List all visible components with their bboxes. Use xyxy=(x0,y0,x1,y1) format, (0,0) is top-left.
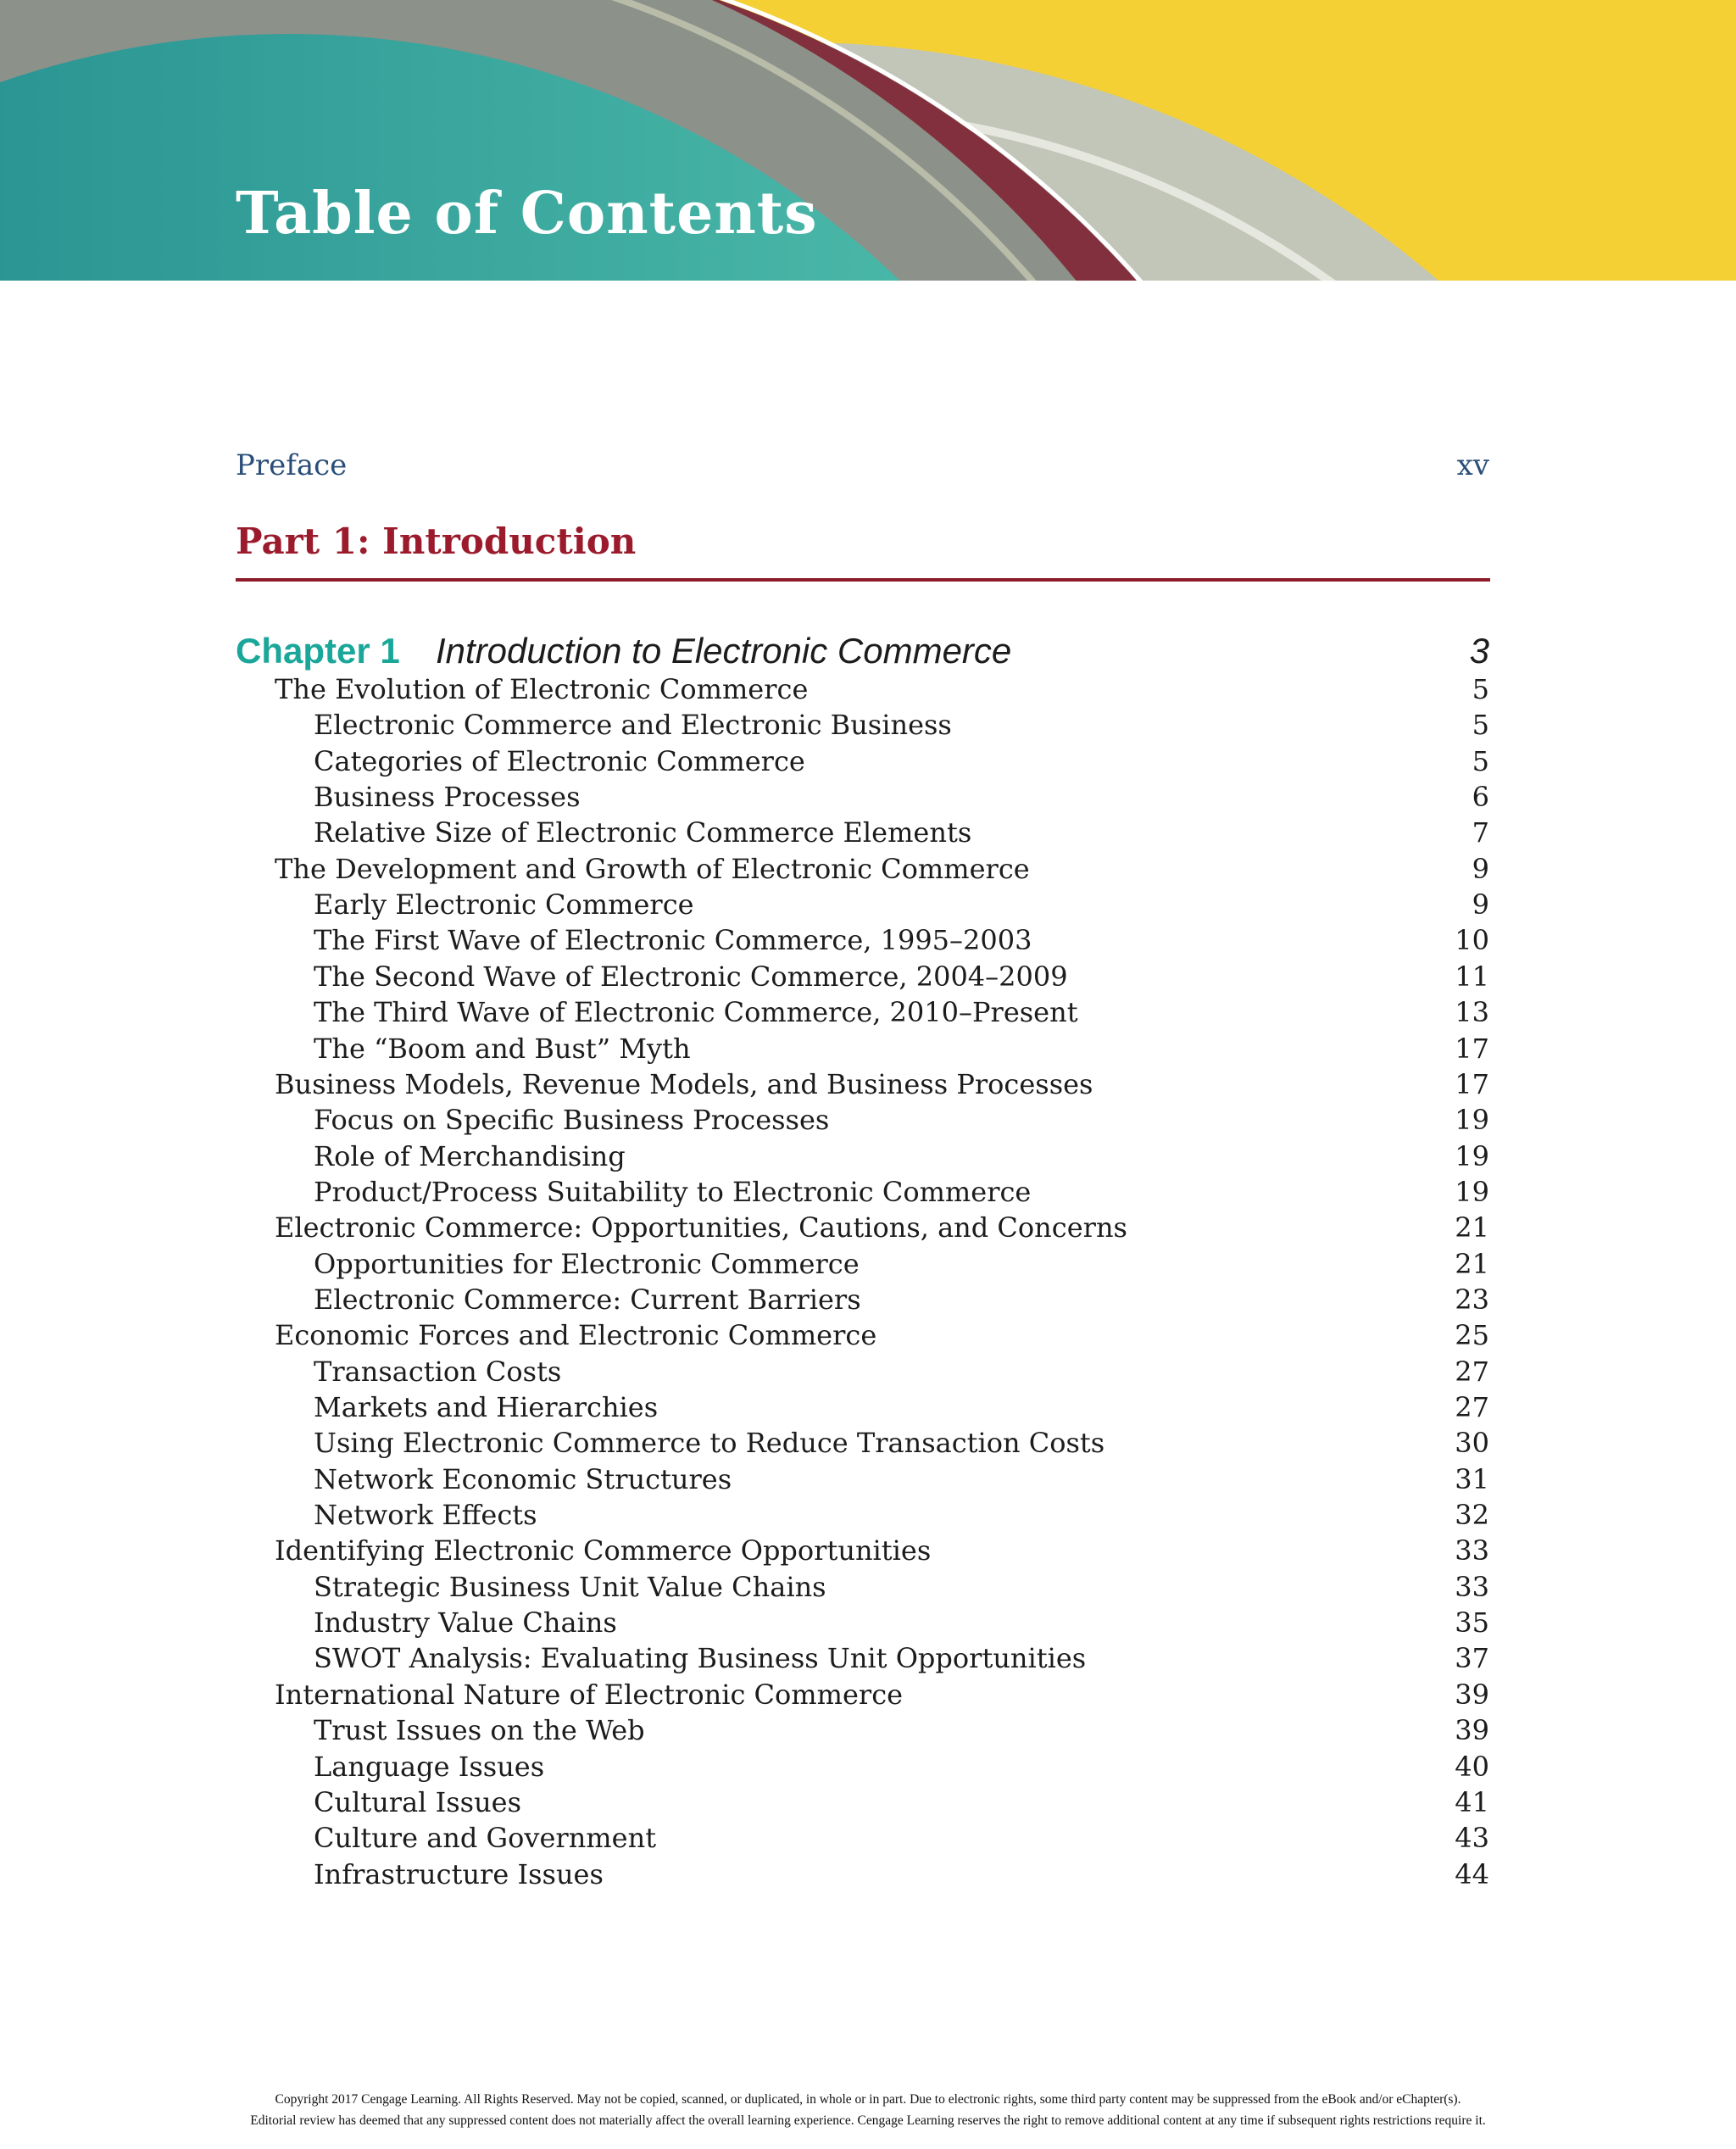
toc-entry-page-number: 19 xyxy=(1455,1175,1489,1208)
toc-subsection-row[interactable] xyxy=(0,1461,1736,1497)
header-banner xyxy=(0,0,1736,281)
toc-entry-page-number: 6 xyxy=(1472,781,1489,814)
toc-subsection-row[interactable] xyxy=(0,1784,1736,1820)
toc-entry-title: Using Electronic Commerce to Reduce Transaction Costs xyxy=(314,1427,1105,1460)
copyright-line-1: Copyright 2017 Cengage Learning. All Rights Reserved. May not be copied, scanned, or duplicated, in whole or in part. Due to electronic rights, some third party content may be suppressed from the eBook and/or eChapter(s). xyxy=(275,2092,1461,2107)
toc-entry-page-number: 9 xyxy=(1472,852,1489,885)
toc-entry-page-number: 43 xyxy=(1455,1822,1489,1855)
toc-entry-page-number: 17 xyxy=(1455,1032,1489,1065)
toc-entry-page-number: 37 xyxy=(1455,1642,1489,1675)
toc-entry-title: Categories of Electronic Commerce xyxy=(314,744,805,777)
toc-entry-page-number: 27 xyxy=(1455,1391,1489,1423)
toc-entry-title: Industry Value Chains xyxy=(314,1606,617,1640)
toc-entry-title: Transaction Costs xyxy=(314,1355,562,1388)
toc-entry-title: Identifying Electronic Commerce Opportunities xyxy=(275,1534,932,1567)
toc-entry-title: Network Economic Structures xyxy=(314,1462,732,1495)
toc-subsection-row[interactable] xyxy=(0,1389,1736,1425)
toc-entry-title: Economic Forces and Electronic Commerce xyxy=(275,1319,877,1352)
toc-entry-page-number: 35 xyxy=(1455,1606,1489,1640)
toc-subsection-row[interactable] xyxy=(0,1640,1736,1676)
toc-section-row[interactable] xyxy=(0,1210,1736,1245)
toc-subsection-row[interactable] xyxy=(0,1605,1736,1640)
toc-entry-page-number: 41 xyxy=(1455,1785,1489,1818)
toc-entry-title: Early Electronic Commerce xyxy=(314,888,694,921)
toc-subsection-row[interactable] xyxy=(0,1749,1736,1784)
toc-entry-page-number: 30 xyxy=(1455,1427,1489,1460)
copyright-footer xyxy=(0,2089,1736,2131)
toc-subsection-row[interactable] xyxy=(0,1282,1736,1317)
toc-subsection-row[interactable] xyxy=(0,779,1736,815)
chapter-title: Introduction to Electronic Commerce xyxy=(436,631,1012,671)
toc-subsection-row[interactable] xyxy=(0,994,1736,1030)
toc-entry-title: Culture and Government xyxy=(314,1822,657,1855)
toc-entry-page-number: 21 xyxy=(1455,1247,1489,1280)
toc-entry-title: Language Issues xyxy=(314,1750,545,1783)
toc-subsection-row[interactable] xyxy=(0,1712,1736,1748)
part-heading: Part 1: Introduction xyxy=(236,521,637,562)
toc-entry-page-number: 31 xyxy=(1455,1462,1489,1495)
toc-entry-page-number: 33 xyxy=(1455,1570,1489,1603)
toc-entry-page-number: 39 xyxy=(1455,1678,1489,1711)
toc-entry-title: The First Wave of Electronic Commerce, 1995–2003 xyxy=(314,924,1032,957)
toc-entry-page-number: 5 xyxy=(1472,673,1489,705)
toc-subsection-row[interactable] xyxy=(0,1246,1736,1282)
toc-entry-title: Opportunities for Electronic Commerce xyxy=(314,1247,860,1280)
chapter-label: Chapter 1 xyxy=(236,631,400,671)
toc-entry-page-number: 21 xyxy=(1455,1211,1489,1244)
toc-entry-page-number: 5 xyxy=(1472,709,1489,742)
toc-section-row[interactable] xyxy=(0,1317,1736,1353)
toc-entry-page-number: 11 xyxy=(1455,960,1489,993)
toc-subsection-row[interactable] xyxy=(0,1354,1736,1389)
toc-entry-title: Trust Issues on the Web xyxy=(314,1714,645,1747)
toc-entry-title: Electronic Commerce and Electronic Business xyxy=(314,709,952,742)
toc-subsection-row[interactable] xyxy=(0,959,1736,994)
toc-entry-page-number: 39 xyxy=(1455,1714,1489,1747)
toc-subsection-row[interactable] xyxy=(0,1174,1736,1210)
toc-entry-title: Infrastructure Issues xyxy=(314,1857,604,1890)
toc-entry-page-number: 25 xyxy=(1455,1319,1489,1352)
toc-entry-title: The Second Wave of Electronic Commerce, 2004–2009 xyxy=(314,960,1068,993)
toc-entry-title: The Third Wave of Electronic Commerce, 2010–Present xyxy=(314,996,1078,1029)
page-title: Table of Contents xyxy=(236,180,818,248)
toc-entry-title: International Nature of Electronic Commerce xyxy=(275,1678,904,1711)
toc-entry-title: Product/Process Suitability to Electronic Commerce xyxy=(314,1175,1032,1208)
preface-label: Preface xyxy=(236,448,348,482)
toc-entry-page-number: 7 xyxy=(1472,816,1489,849)
toc-subsection-row[interactable] xyxy=(0,707,1736,743)
toc-entry-title: The Evolution of Electronic Commerce xyxy=(275,673,809,705)
toc-entry-title: Role of Merchandising xyxy=(314,1139,626,1172)
toc-entry-title: SWOT Analysis: Evaluating Business Unit Opportunities xyxy=(314,1642,1087,1675)
toc-subsection-row[interactable] xyxy=(0,1497,1736,1533)
toc-entry-page-number: 19 xyxy=(1455,1139,1489,1172)
toc-entry-title: Business Models, Revenue Models, and Business Processes xyxy=(275,1067,1093,1100)
toc-entry-title: Electronic Commerce: Opportunities, Cautions, and Concerns xyxy=(275,1211,1127,1244)
toc-entry-title: The “Boom and Bust” Myth xyxy=(314,1032,691,1065)
toc-entry-page-number: 19 xyxy=(1455,1104,1489,1137)
toc-subsection-row[interactable] xyxy=(0,1857,1736,1892)
chapter-heading-row[interactable] xyxy=(0,629,1736,673)
toc-entry-page-number: 33 xyxy=(1455,1534,1489,1567)
toc-entry-title: Business Processes xyxy=(314,781,581,814)
toc-section-row[interactable] xyxy=(0,671,1736,707)
toc-entry-title: The Development and Growth of Electronic Commerce xyxy=(275,852,1030,885)
toc-subsection-row[interactable] xyxy=(0,1102,1736,1138)
toc-subsection-row[interactable] xyxy=(0,1139,1736,1174)
toc-subsection-row[interactable] xyxy=(0,887,1736,922)
preface-page-number: xv xyxy=(1456,448,1489,482)
copyright-line-2: Editorial review has deemed that any suppressed content does not materially affect the overall learning experience. Cengage Learning reserves the right to remove additional content at any time if subsequent rights restrictions require it. xyxy=(250,2113,1486,2128)
toc-entry-page-number: 10 xyxy=(1455,924,1489,957)
toc-entry-page-number: 32 xyxy=(1455,1499,1489,1532)
toc-entry-page-number: 27 xyxy=(1455,1355,1489,1388)
toc-subsection-row[interactable] xyxy=(0,1820,1736,1856)
toc-entry-title: Strategic Business Unit Value Chains xyxy=(314,1570,826,1603)
toc-entry-page-number: 40 xyxy=(1455,1750,1489,1783)
toc-subsection-row[interactable] xyxy=(0,1425,1736,1461)
toc-subsection-row[interactable] xyxy=(0,1569,1736,1605)
toc-section-row[interactable] xyxy=(0,1533,1736,1568)
toc-subsection-row[interactable] xyxy=(0,743,1736,779)
toc-entry-title: Cultural Issues xyxy=(314,1785,522,1818)
toc-entry-title: Relative Size of Electronic Commerce Elements xyxy=(314,816,972,849)
toc-entry-page-number: 13 xyxy=(1455,996,1489,1029)
toc-entry-title: Focus on Specific Business Processes xyxy=(314,1104,830,1137)
toc-section-row[interactable] xyxy=(0,1066,1736,1102)
toc-entry-page-number: 9 xyxy=(1472,888,1489,921)
toc-entry-page-number: 44 xyxy=(1455,1857,1489,1890)
toc-entry-page-number: 23 xyxy=(1455,1283,1489,1316)
toc-section-row[interactable] xyxy=(0,1677,1736,1712)
toc-subsection-row[interactable] xyxy=(0,1031,1736,1066)
toc-entry-page-number: 17 xyxy=(1455,1067,1489,1100)
toc-section-row[interactable] xyxy=(0,851,1736,887)
toc-subsection-row[interactable] xyxy=(0,815,1736,850)
toc-subsection-row[interactable] xyxy=(0,922,1736,958)
toc-entry-title: Electronic Commerce: Current Barriers xyxy=(314,1283,861,1316)
chapter-page-number: 3 xyxy=(1469,631,1489,671)
toc-entry-title: Network Effects xyxy=(314,1499,537,1532)
toc-entry-title: Markets and Hierarchies xyxy=(314,1391,659,1423)
toc-preface-row[interactable] xyxy=(0,448,1736,483)
toc-entry-page-number: 5 xyxy=(1472,744,1489,777)
part-divider xyxy=(236,578,1490,582)
